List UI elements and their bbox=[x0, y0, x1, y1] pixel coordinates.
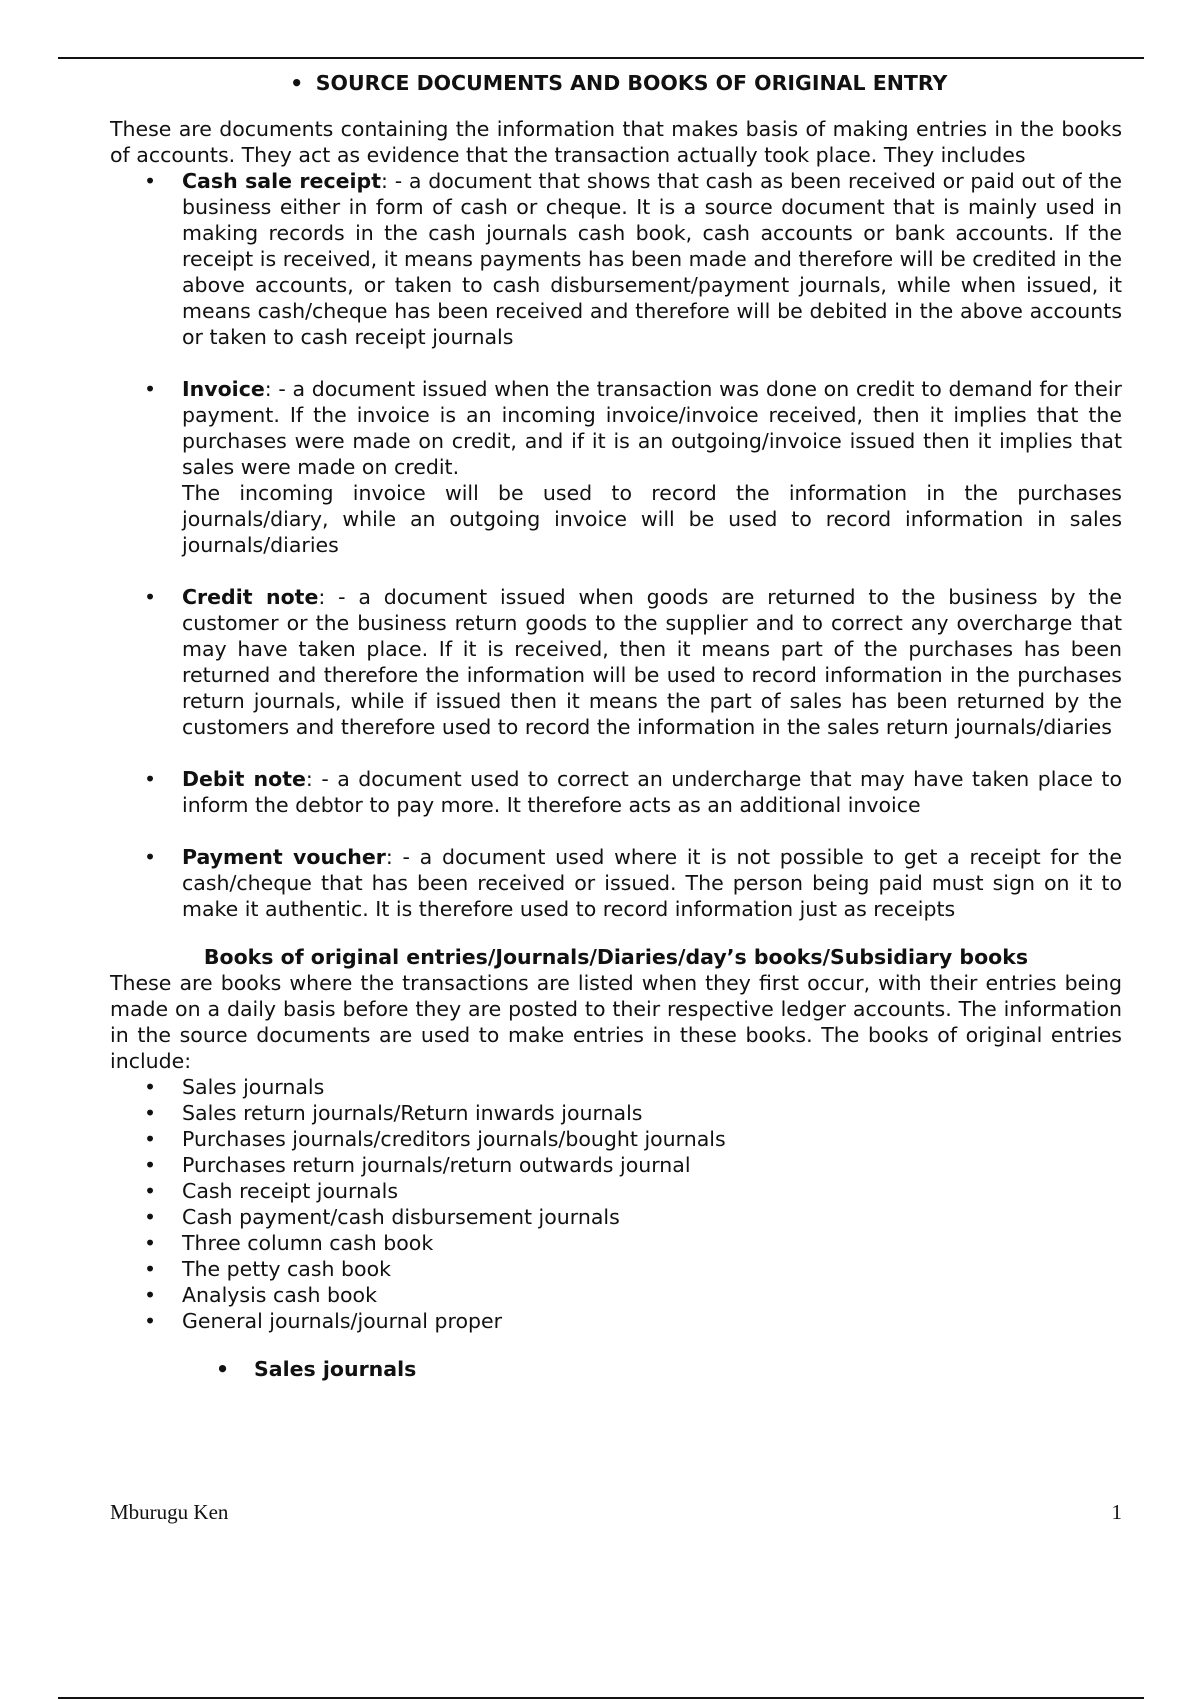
page-number: 1 bbox=[1111, 1500, 1122, 1524]
books-list bbox=[110, 1074, 1122, 1334]
list-item bbox=[110, 1126, 1122, 1152]
bullet: • bbox=[144, 377, 157, 401]
title-text: SOURCE DOCUMENTS AND BOOKS OF ORIGINAL ENTRY bbox=[315, 71, 948, 95]
bullet: • bbox=[144, 1153, 157, 1177]
definition: : - a document that shows that cash as been received or paid out of the business either in form of cash or cheque. It is a source document that is mainly used in making records in the cash journals cash book, cash accounts or bank accounts. If the receipt is received, it means payments has been made and therefore will be credited in the above accounts, or taken to cash disbursement/payment journals, while when issued, it means cash/cheque has been received and therefore will be debited in the above accounts or taken to cash receipt journals bbox=[182, 169, 1123, 349]
page-title bbox=[110, 70, 1122, 96]
list-item bbox=[110, 584, 1122, 740]
definition-continuation: The incoming invoice will be used to record the information in the purchases journals/diary, while an outgoing invoice will be used to record information in sales journals/diaries bbox=[182, 481, 1122, 557]
bullet: • bbox=[144, 585, 157, 609]
bullet: • bbox=[144, 1231, 157, 1255]
section-heading-text: Sales journals bbox=[254, 1357, 417, 1381]
books-intro-paragraph: These are books where the transactions are listed when they first occur, with their entries being made on a daily basis before they are posted to their respective ledger accounts. The information in the source documents are used to make entries in these books. The books of original entries include: bbox=[110, 971, 1122, 1073]
list-item bbox=[110, 1178, 1122, 1204]
bullet: • bbox=[144, 169, 157, 193]
bullet: • bbox=[144, 1101, 157, 1125]
list-item bbox=[110, 1308, 1122, 1334]
book-name: Sales return journals/Return inwards journals bbox=[182, 1101, 643, 1125]
list-item bbox=[110, 1100, 1122, 1126]
bullet: • bbox=[144, 1179, 157, 1203]
definition: : - a document issued when goods are returned to the business by the customer or the business return goods to the supplier and to correct any overcharge that may have taken place. If it is received, then it means part of the purchases has been returned and therefore the information will be used to record information in the purchases return journals, while if issued then it means the part of sales has been returned by the customers and therefore used to record the information in the sales return journals/diaries bbox=[182, 585, 1123, 739]
book-name: Purchases return journals/return outwards journal bbox=[182, 1153, 691, 1177]
book-name: The petty cash book bbox=[182, 1257, 391, 1281]
term-debit-note: Debit note bbox=[182, 767, 306, 791]
list-item bbox=[110, 1256, 1122, 1282]
term-credit-note: Credit note bbox=[182, 585, 319, 609]
list-item bbox=[110, 844, 1122, 922]
term-cash-sale-receipt: Cash sale receipt bbox=[182, 169, 382, 193]
title-bullet: • bbox=[290, 71, 304, 95]
book-name: Sales journals bbox=[182, 1075, 325, 1099]
bullet: • bbox=[144, 767, 157, 791]
definition: : - a document used where it is not possible to get a receipt for the cash/cheque that has been received or issued. The person being paid must sign on it to make it authentic. It is therefore used to record information just as receipts bbox=[182, 845, 1122, 921]
book-name: Analysis cash book bbox=[182, 1283, 377, 1307]
top-rule bbox=[58, 57, 1144, 59]
bullet: • bbox=[144, 845, 157, 869]
book-name: Cash payment/cash disbursement journals bbox=[182, 1205, 620, 1229]
source-documents-list bbox=[110, 168, 1122, 922]
bullet: • bbox=[144, 1127, 157, 1151]
list-item bbox=[110, 1204, 1122, 1230]
sales-journals-heading bbox=[110, 1356, 1122, 1382]
page-footer bbox=[110, 1500, 1122, 1525]
term-invoice: Invoice bbox=[182, 377, 265, 401]
list-item bbox=[110, 766, 1122, 818]
bottom-rule bbox=[58, 1697, 1144, 1699]
bullet: • bbox=[144, 1205, 157, 1229]
definition: : - a document issued when the transaction was done on credit to demand for their payment. If the invoice is an incoming invoice/invoice received, then it implies that the purchases were made on credit, and if it is an outgoing/invoice issued then it implies that sales were made on credit. bbox=[182, 377, 1122, 479]
footer-author: Mburugu Ken bbox=[110, 1500, 229, 1524]
list-item bbox=[110, 1074, 1122, 1100]
book-name: Purchases journals/creditors journals/bought journals bbox=[182, 1127, 726, 1151]
list-item bbox=[110, 1152, 1122, 1178]
bullet: • bbox=[144, 1257, 157, 1281]
document-body bbox=[110, 70, 1122, 1382]
book-name: Cash receipt journals bbox=[182, 1179, 399, 1203]
bullet: • bbox=[144, 1075, 157, 1099]
intro-paragraph: These are documents containing the information that makes basis of making entries in the books of accounts. They act as evidence that the transaction actually took place. They includes bbox=[110, 117, 1122, 167]
books-heading: Books of original entries/Journals/Diaries/day’s books/Subsidiary books bbox=[203, 945, 1029, 969]
list-item bbox=[110, 1282, 1122, 1308]
bullet: • bbox=[144, 1283, 157, 1307]
book-name: General journals/journal proper bbox=[182, 1309, 503, 1333]
list-item bbox=[110, 376, 1122, 558]
term-payment-voucher: Payment voucher bbox=[182, 845, 386, 869]
definition: : - a document used to correct an undercharge that may have taken place to inform the debtor to pay more. It therefore acts as an additional invoice bbox=[182, 767, 1122, 817]
bullet: • bbox=[216, 1357, 230, 1381]
bullet: • bbox=[144, 1309, 157, 1333]
list-item bbox=[110, 168, 1122, 350]
book-name: Three column cash book bbox=[182, 1231, 434, 1255]
list-item bbox=[110, 1230, 1122, 1256]
